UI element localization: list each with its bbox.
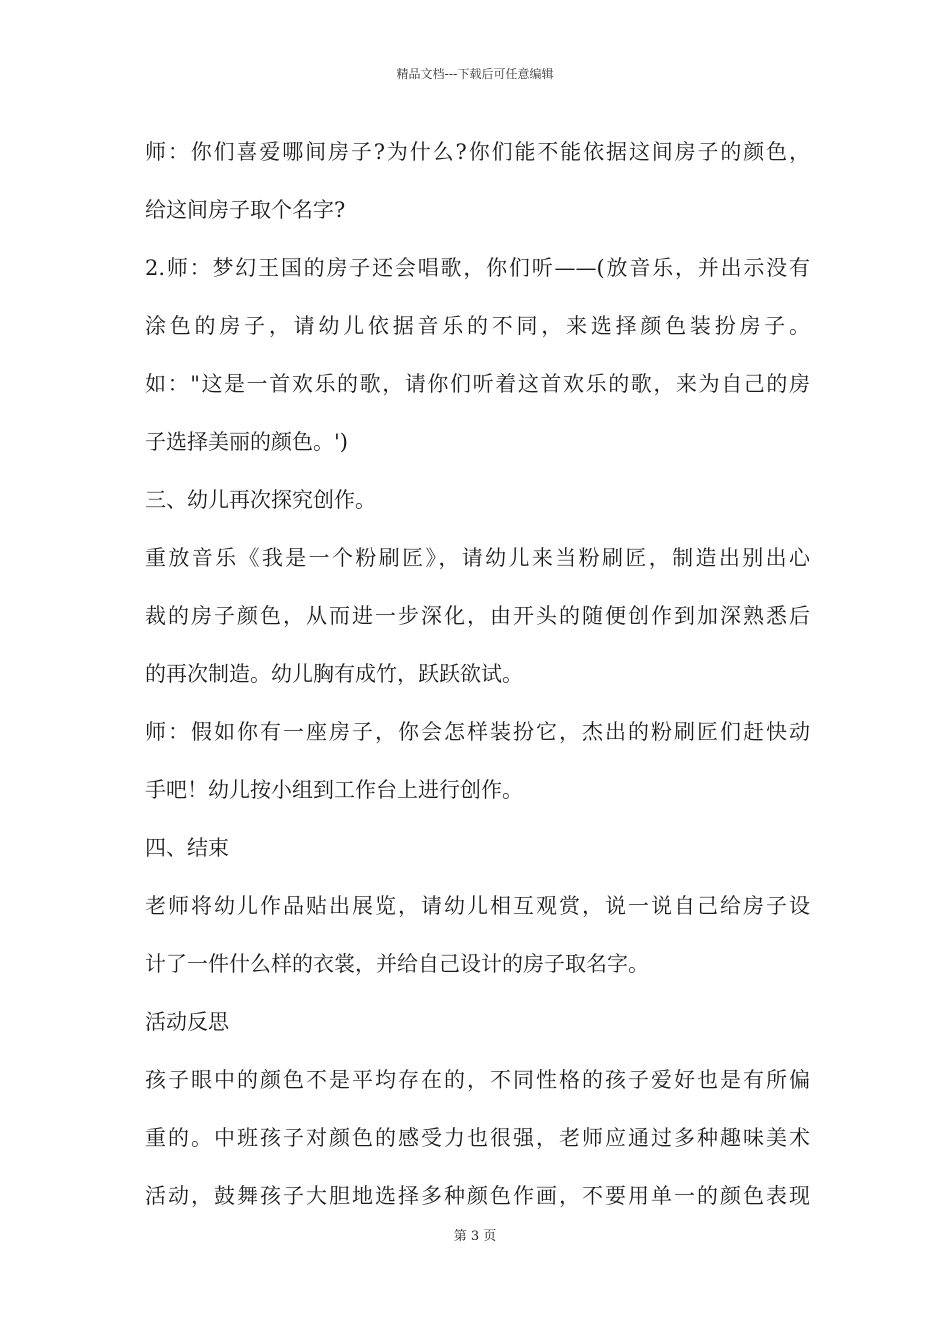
text-line: 2.师：梦幻王国的房子还会唱歌，你们听——(放音乐，并出示没有 bbox=[145, 256, 810, 280]
text-line: 师：假如你有一座房子，你会怎样装扮它，杰出的粉刷匠们赶快动 bbox=[145, 720, 810, 744]
page-header: 精品文档---下载后可任意编辑 bbox=[396, 67, 554, 81]
document-body bbox=[145, 128, 810, 1230]
section-heading: 活动反思 bbox=[145, 1010, 229, 1034]
text-line: 计了一件什么样的衣裳，并给自己设计的房子取名字。 bbox=[145, 952, 649, 976]
text-line: 师：你们喜爱哪间房子?为什么?你们能不能依据这间房子的颜色， bbox=[145, 140, 810, 164]
text-line: 的再次制造。幼儿胸有成竹，跃跃欲试。 bbox=[145, 662, 523, 686]
section-heading: 四、结束 bbox=[145, 836, 229, 860]
text-line: 孩子眼中的颜色不是平均存在的，不同性格的孩子爱好也是有所偏 bbox=[145, 1068, 810, 1092]
text-line: 活动，鼓舞孩子大胆地选择多种颜色作画，不要用单一的颜色表现 bbox=[145, 1184, 810, 1208]
text-line: 如："这是一首欢乐的歌，请你们听着这首欢乐的歌，来为自己的房 bbox=[145, 372, 810, 396]
section-heading: 三、幼儿再次探究创作。 bbox=[145, 488, 376, 512]
text-line: 子选择美丽的颜色。') bbox=[145, 430, 348, 454]
text-line: 重放音乐《我是一个粉刷匠》，请幼儿来当粉刷匠，制造出别出心 bbox=[145, 546, 810, 570]
text-line: 重的。中班孩子对颜色的感受力也很强，老师应通过多种趣味美术 bbox=[145, 1126, 810, 1150]
text-line: 涂色的房子，请幼儿依据音乐的不同，来选择颜色装扮房子。 bbox=[145, 314, 810, 338]
text-line: 老师将幼儿作品贴出展览，请幼儿相互观赏，说一说自己给房子设 bbox=[145, 894, 810, 918]
page-number: 第 3 页 bbox=[453, 1229, 497, 1244]
text-line: 手吧！幼儿按小组到工作台上进行创作。 bbox=[145, 778, 523, 802]
text-line: 裁的房子颜色，从而进一步深化，由开头的随便创作到加深熟悉后 bbox=[145, 604, 810, 628]
text-line: 给这间房子取个名字? bbox=[145, 198, 346, 222]
